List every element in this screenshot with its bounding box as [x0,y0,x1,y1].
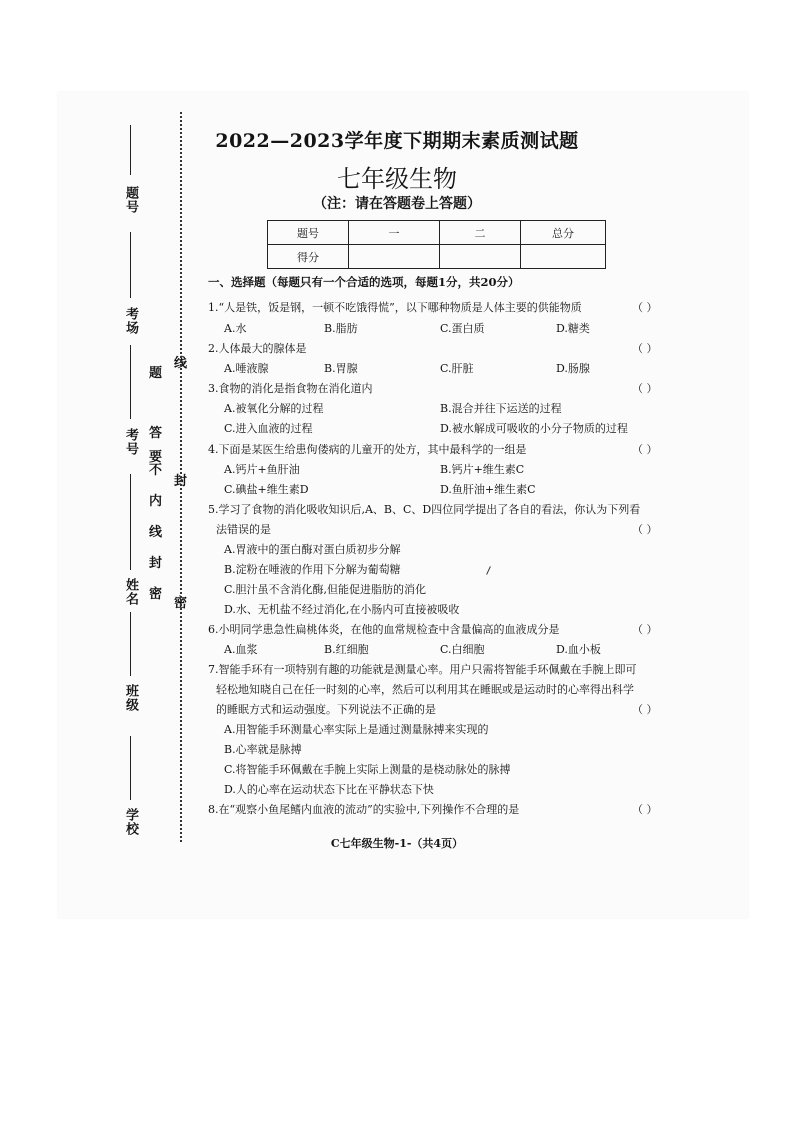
option: B.胃腺 [324,362,358,375]
warning-char: 密 [149,587,163,602]
option: B.心率就是脉搏 [224,743,302,756]
page-footer: C七年级生物-1-（共4页） [330,837,464,850]
score-table-header-row [268,221,606,245]
warning-char: 封 [149,556,163,571]
warning-char: 要 [149,450,163,465]
question-stem: 8.在“观察小鱼尾鳍内血液的流动”的实验中,下列操作不合理的是 [208,803,520,816]
score-table [267,220,606,269]
option: C.肝脏 [440,362,474,375]
option: B.钙片+维生素C [440,463,525,476]
answer-paren: （ ） [632,342,658,355]
score-row-label: 得分 [268,245,349,269]
score-table-header: 题号 [268,221,349,245]
score-table-header: 总分 [521,221,606,245]
binding-label-exam-number: 考号 [123,428,138,456]
warning-char: 答 [149,426,163,441]
score-table-header: 一 [349,221,440,245]
option: D.被水解成可吸收的小分子物质的过程 [440,422,628,435]
question-stem-continued: 法错误的是 [216,523,271,536]
score-cell [521,245,606,269]
binding-blank-line [130,232,131,298]
option: D.肠腺 [556,362,590,375]
option: D.血小板 [556,643,601,656]
warning-char: 内 [149,494,163,509]
grade-title: 七年级生物 [337,165,457,193]
option: C.蛋白质 [440,322,485,335]
option: B.淀粉在唾液的作用下分解为葡萄糖 [224,563,401,576]
score-cell [349,245,440,269]
question-stem-continued: 的睡眠方式和运动强度。下列说法不正确的是 [216,703,436,716]
score-table-row [268,245,606,269]
binding-label-class: 班级 [123,684,138,712]
seal-dotted-line [180,112,182,842]
binding-blank-line [130,736,131,800]
binding-label-exam-room: 考场 [123,307,138,335]
exam-title: 2022—2023学年度下期期末素质测试题 [215,130,579,152]
option: A.唾液腺 [224,362,269,375]
exam-note: （注：请在答题卷上答题） [313,196,481,212]
question-stem: 5.学习了食物的消化吸收知识后,A、B、C、D四位同学提出了各自的看法，你认为下列看 [208,503,641,516]
option: A.血浆 [224,643,258,656]
question-stem-continued: 轻松地知晓自己在任一时刻的心率，然后可以利用其在睡眠或是运动时的心率得出科学 [216,683,634,696]
option: D.人的心率在运动状态下比在平静状态下快 [224,783,434,796]
binding-blank-line [130,474,131,570]
question-stem: 7.智能手环有一项特别有趣的功能就是测量心率。用户只需将智能手环佩戴在手腕上即可 [208,663,637,676]
seal-char: 封 [174,470,187,489]
binding-blank-line [130,345,131,419]
binding-label-school: 学校 [123,808,138,836]
question-stem: 6.小明同学患急性扁桃体炎，在他的血常规检查中含量偏高的血液成分是 [208,623,560,636]
seal-char: 线 [174,352,187,371]
option: A.胃液中的蛋白酶对蛋白质初步分解 [224,543,401,556]
section-title: 一、选择题（每题只有一个合适的选项，每题1分，共20分） [208,275,520,289]
binding-label-question-no: 题号 [123,186,138,214]
score-table-header: 二 [440,221,521,245]
warning-char: 题 [149,366,163,381]
answer-paren: （ ） [632,523,658,536]
question-stem: 4.下面是某医生给患佝偻病的儿童开的处方，其中最科学的一组是 [208,443,527,456]
option: D.糖类 [556,322,590,335]
answer-paren: （ ） [632,703,658,716]
option: B.脂肪 [324,322,358,335]
option: B.红细胞 [324,643,369,656]
question-stem: 2.人体最大的腺体是 [208,342,307,355]
binding-blank-line [130,612,131,676]
option: A.被氧化分解的过程 [224,402,324,415]
option: A.钙片+鱼肝油 [224,463,300,476]
option: B.混合并往下运送的过程 [440,402,562,415]
warning-char: 不 [149,463,163,478]
question-stem: 1.“人是铁，饭是钢，一顿不吃饿得慌”，以下哪种物质是人体主要的供能物质 [208,301,582,314]
option: C.白细胞 [440,643,485,656]
option: C.胆汁虽不含消化酶,但能促进脂肪的消化 [224,583,427,596]
option: D.水、无机盐不经过消化,在小肠内可直接被吸收 [224,603,460,616]
answer-paren: （ ） [632,301,658,314]
answer-paren: （ ） [632,803,658,816]
question-stem: 3.食物的消化是指食物在消化道内 [208,382,373,395]
option: A.用智能手环测量心率实际上是通过测量脉搏来实现的 [224,723,489,736]
answer-paren: （ ） [632,382,658,395]
answer-paren: （ ） [632,443,658,456]
option: C.碘盐+维生素D [224,483,309,496]
answer-paren: （ ） [632,623,658,636]
option: A.水 [224,322,247,335]
warning-char: 线 [149,525,163,540]
option: C.将智能手环佩戴在手腕上实际上测量的是桡动脉处的脉搏 [224,763,511,776]
seal-char: 密 [174,592,187,611]
binding-label-name: 姓名 [123,578,138,606]
option: C.进入血液的过程 [224,422,313,435]
score-cell [440,245,521,269]
option: D.鱼肝油+维生素C [440,483,536,496]
